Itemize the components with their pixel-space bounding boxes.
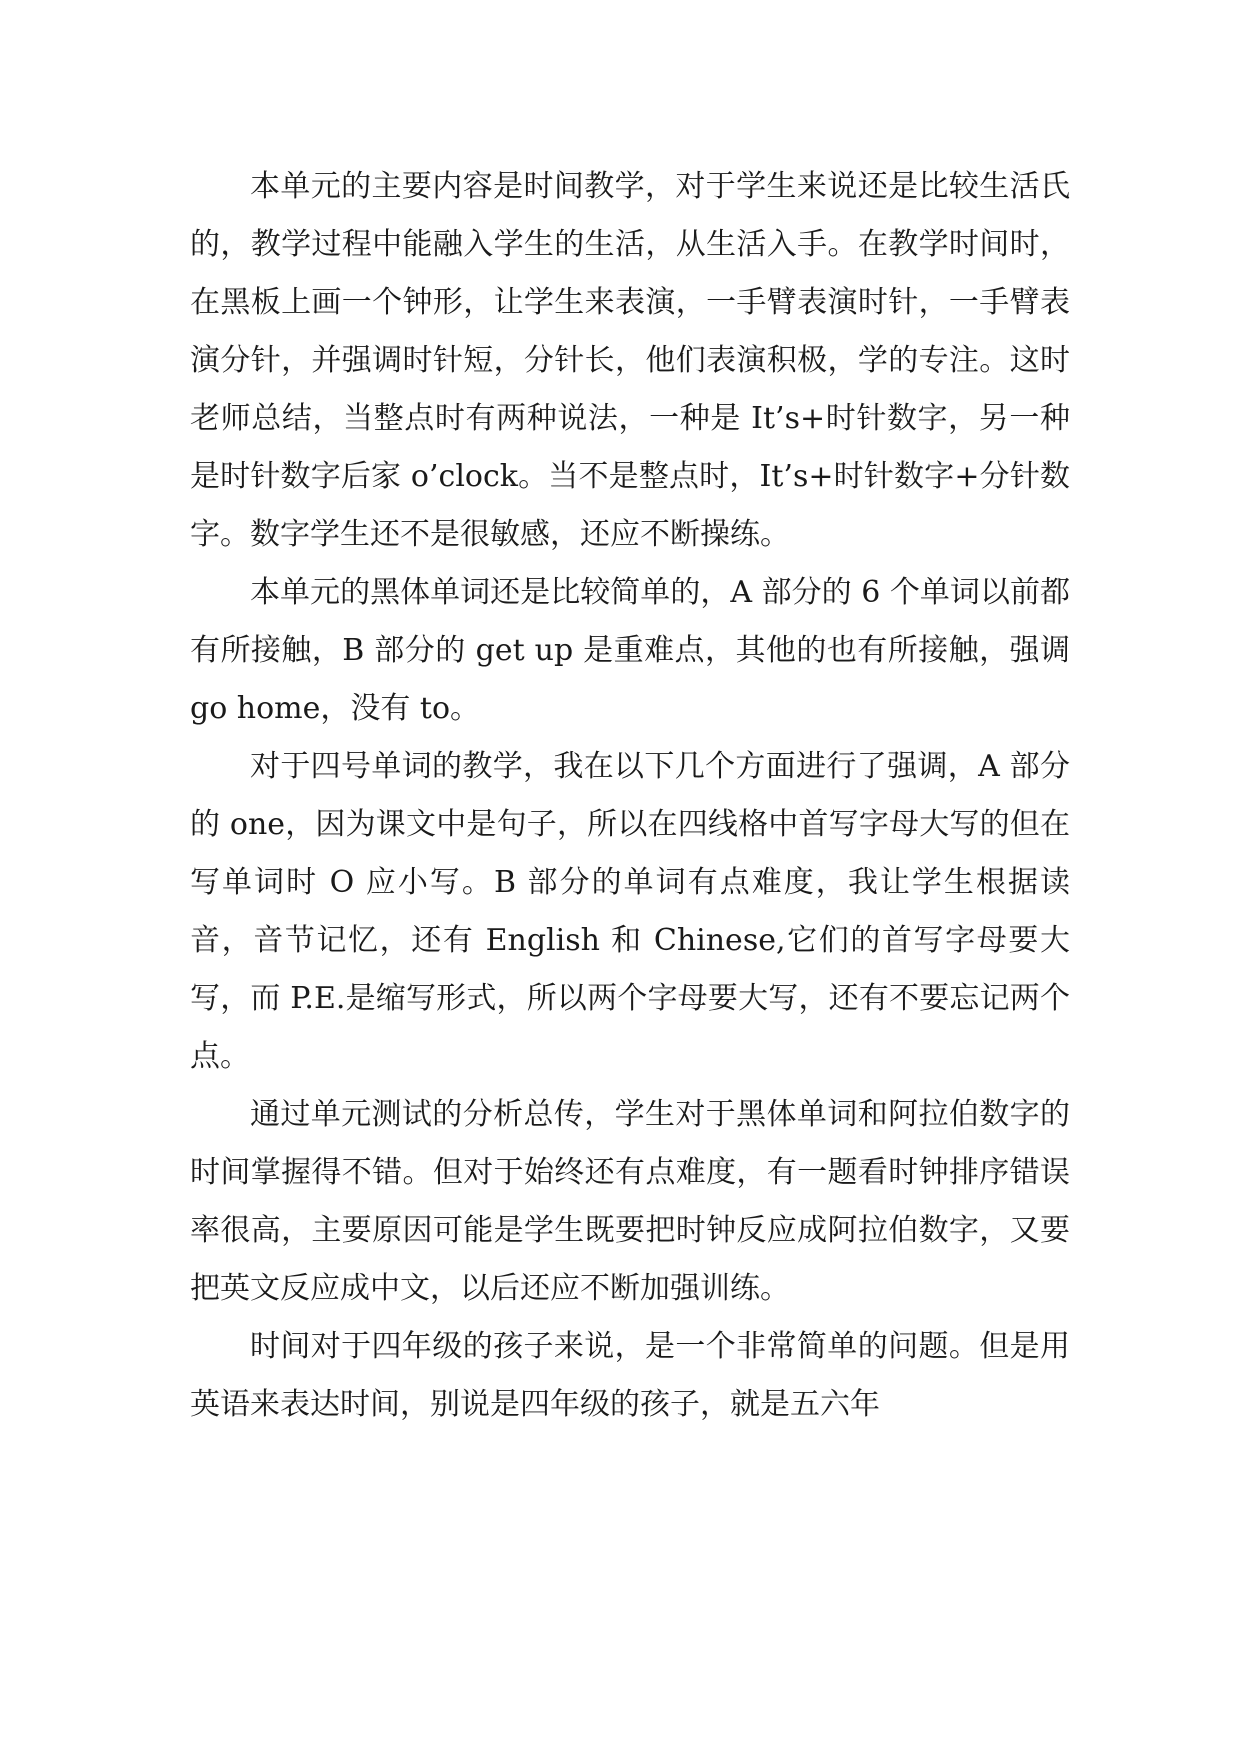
paragraph-1: 本单元的主要内容是时间教学，对于学生来说还是比较生活氏的，教学过程中能融入学生的生活，从生活入手。在教学时间时，在黑板上画一个钟形，让学生来表演，一手臂表演时针，一手臂表演分针，并强调时针短，分针长，他们表演积极，学的专注。这时老师总结，当整点时有两种说法，一种是 It’s+时针数字，另一种是时针数字后家 o’clock。当不是整点时，It’s+时针数字+分针数字。数字学生还不是很敏感，还应不断操练。 [190,169,1070,552]
paragraph-2: 本单元的黑体单词还是比较简单的，A 部分的 6 个单词以前都有所接触，B 部分的 get up 是重难点，其他的也有所接触，强调 go home，没有 to。 [190,575,1070,726]
paragraph-5: 时间对于四年级的孩子来说，是一个非常简单的问题。但是用英语来表达时间，别说是四年级的孩子，就是五六年 [190,1329,1070,1422]
document-body [190,158,1070,1434]
paragraph-4: 通过单元测试的分析总传，学生对于黑体单词和阿拉伯数字的时间掌握得不错。但对于始终还有点难度，有一题看时钟排序错误率很高，主要原因可能是学生既要把时钟反应成阿拉伯数字，又要把英文反应成中文，以后还应不断加强训练。 [190,1097,1070,1306]
paragraph-3: 对于四号单词的教学，我在以下几个方面进行了强调，A 部分的 one，因为课文中是句子，所以在四线格中首写字母大写的但在写单词时 O 应小写。B 部分的单词有点难度，我让学生根据读音，音节记忆，还有 English 和 Chinese,它们的首写字母要大写，而 P.E.是缩写形式，所以两个字母要大写，还有不要忘记两个点。 [190,749,1070,1074]
